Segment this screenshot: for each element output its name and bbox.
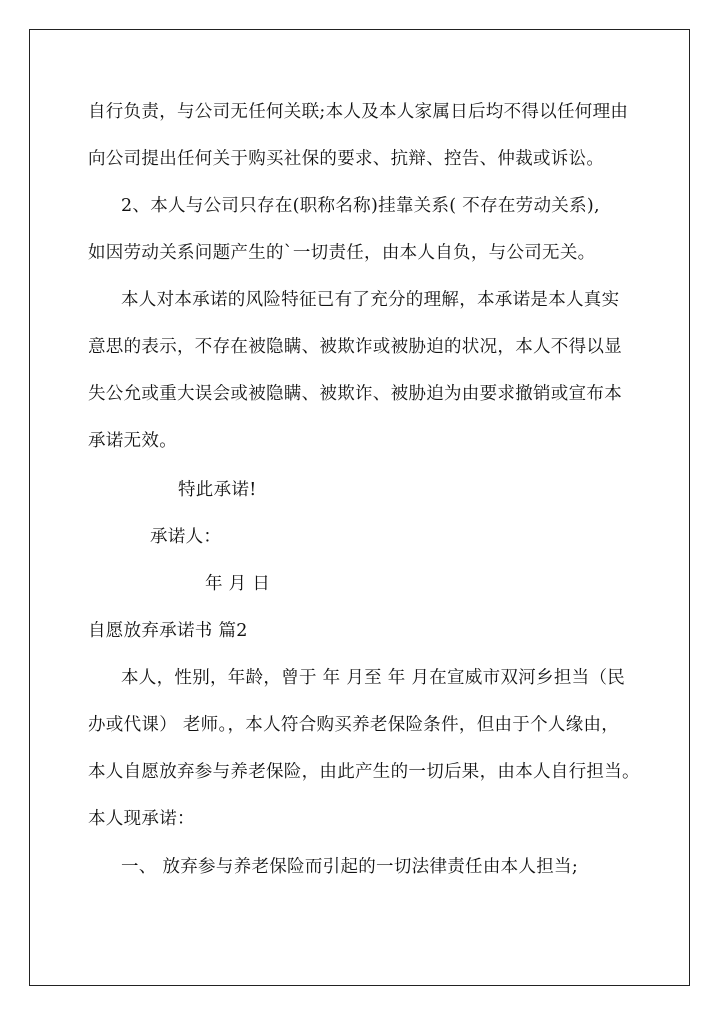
paragraph-line: 意思的表示，不存在被隐瞒、被欺诈或被胁迫的状况，本人不得以显 <box>88 337 622 357</box>
date-line: 年 月 日 <box>205 574 271 594</box>
paragraph-line: 办或代课） 老师。，本人符合购买养老保险条件，但由于个人缘由， <box>88 715 620 735</box>
section-heading: 自愿放弃承诺书 篇2 <box>88 621 248 641</box>
closing-statement: 特此承诺! <box>178 480 257 500</box>
paragraph-line: 失公允或重大误会或被隐瞒、被欺诈、被胁迫为由要求撤销或宣布本 <box>88 384 622 404</box>
paragraph-line: 自行负责，与公司无任何关联;本人及本人家属日后均不得以任何理由 <box>88 102 629 122</box>
paragraph-line: 本人，性别，年龄，曾于 年 月至 年 月在宣威市双河乡担当（民 <box>121 668 626 688</box>
paragraph-line: 承诺无效。 <box>88 431 177 451</box>
signatory-label: 承诺人： <box>150 527 222 547</box>
paragraph-line: 向公司提出任何关于购买社保的要求、抗辩、控告、仲裁或诉讼。 <box>88 149 605 169</box>
document-page <box>29 29 690 986</box>
paragraph-line: 如因劳动关系问题产生的`一切责任，由本人自负，与公司无关。 <box>88 243 596 263</box>
paragraph-line: 本人自愿放弃参与养老保险，由此产生的一切后果，由本人自行担当。 <box>88 762 640 782</box>
list-item: 一、 放弃参与养老保险而引起的一切法律责任由本人担当; <box>121 857 579 877</box>
paragraph-line: 本人现承诺： <box>88 809 195 829</box>
paragraph-line: 2、本人与公司只存在(职称名称)挂靠关系( 不存在劳动关系), <box>121 196 600 216</box>
paragraph-line: 本人对本承诺的风险特征已有了充分的理解，本承诺是本人真实 <box>121 290 620 310</box>
